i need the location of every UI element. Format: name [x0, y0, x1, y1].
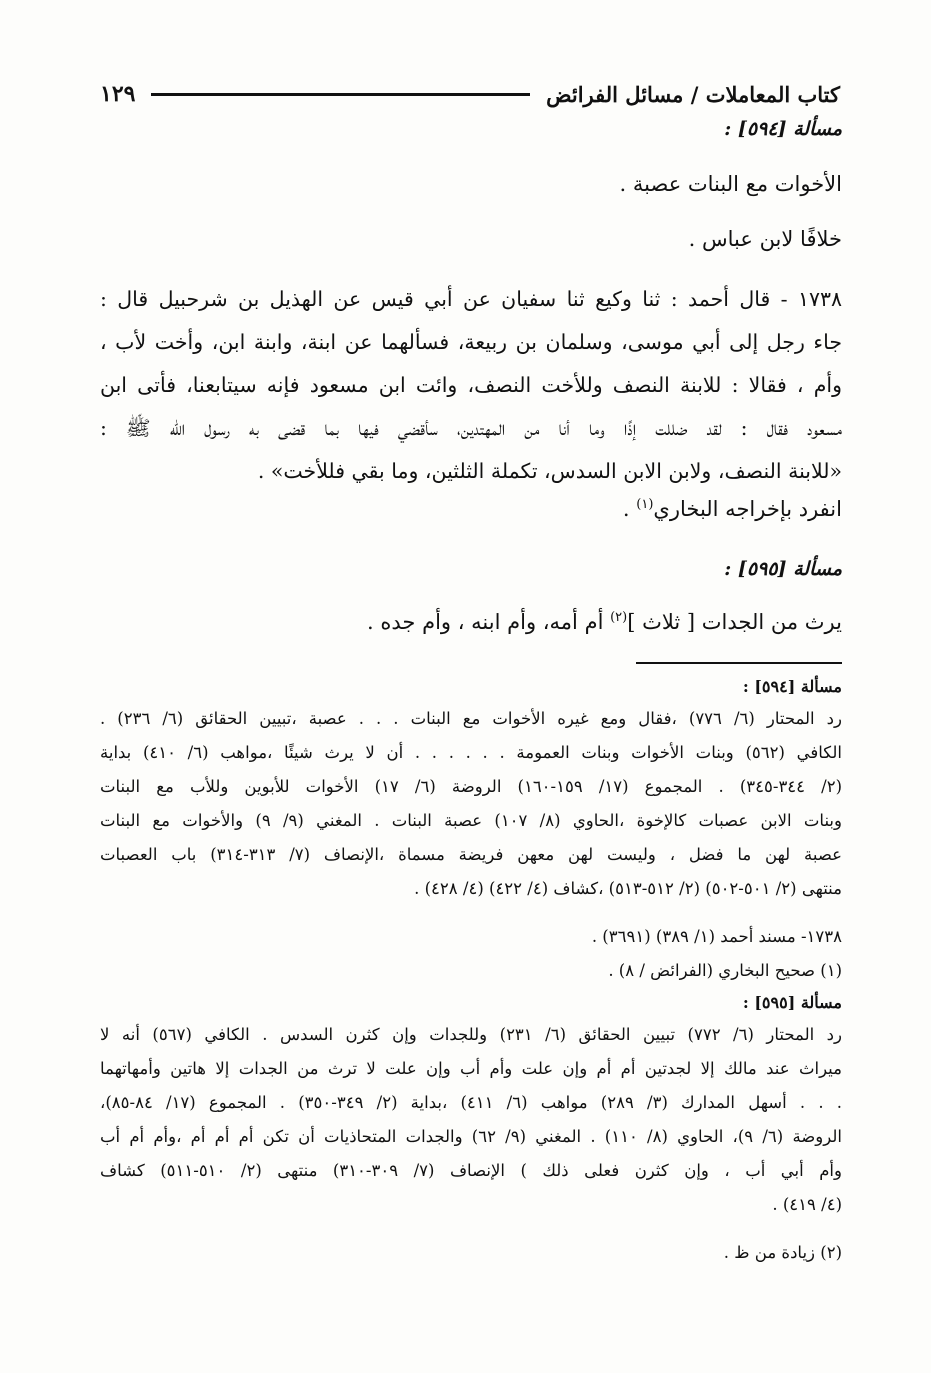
footnote-ref-2: (٢) [610, 610, 628, 625]
hadith-line: ١٧٣٨ - قال أحمد : ثنا وكيع ثنا سفيان عن أبي قيس عن الهذيل بن شرحبيل قال : [100, 287, 842, 311]
footnote-line: ميراث عند مالك إلا لجدتين أم أم وإن علت وأم أب وإن علت لا ترث من الجدات إلا هاتين وأمهاتهما [100, 1059, 842, 1078]
footnote-line: منتهى (٢/ ٥٠١-٥٠٢) (٢/ ٥١٢-٥١٣) ،كشاف (٤/ ٤٢٢) (٤/ ٤٢٨) . [414, 879, 842, 898]
footnote-1738 [100, 920, 842, 954]
footnote-2 [100, 1236, 842, 1270]
footnote-594 [100, 672, 842, 906]
footnote-line: . . . أسهل المدارك (٣/ ٢٨٩) مواهب (٦/ ٤١١) ،بداية (٢/ ٣٤٩-٣٥٠) . المجموع (١٧/ ٨٤-٨٥)، [100, 1093, 842, 1112]
footnote-line: وأم أبي أب ، وإن كثرن فعلى ذلك ) الإنصاف (٧/ ٣٠٩-٣١٠) منتهى (٢/ ٥١٠-٥١١) كشاف [100, 1161, 842, 1180]
hadith-line: مسعود فقال : لقد ضللت إذًا وما أنا من المهتدين، سأقضي فيها بما قضى به رسول الله ﷺ : [100, 416, 842, 440]
masala-594-heading: مسألة [٥٩٤] : [724, 118, 842, 140]
footnote-595-heading: مسألة [٥٩٥] : [742, 993, 842, 1012]
masala-595-statement [100, 610, 842, 634]
page-number: ١٢٩ [100, 81, 136, 107]
masala-595-heading: مسألة [٥٩٥] : [724, 558, 842, 580]
statement-end: أم أمه، وأم ابنه ، وأم جده . [367, 610, 611, 634]
footnote-line: رد المحتار (٦/ ٧٧٦) ،فقال ومع غيره الأخوات مع البنات . . . عصبة ،تبيين الحقائق (٦/ ٢٣٦) . [100, 709, 842, 728]
hadith-1738 [100, 278, 842, 493]
footnote-594-heading: مسألة [٥٩٤] : [742, 677, 842, 696]
takhrij-text: انفرد بإخراجه البخاري [653, 497, 842, 521]
statement-start: يرث من الجدات [ ثلاث ] [627, 610, 842, 634]
footnote-line: رد المحتار (٦/ ٧٧٢) تبيين الحقائق (٦/ ٢٣١) وللجدات وإن كثرن السدس . الكافي (٥٦٧) أنه لا [100, 1025, 842, 1044]
header-rule [151, 93, 530, 96]
footnote-1738-text: ١٧٣٨- مسند أحمد (١/ ٣٨٩) (٣٦٩١) . [591, 927, 842, 946]
masala-594-heading-block [100, 118, 842, 140]
footnote-line: (٤/ ٤١٩) . [772, 1195, 842, 1214]
footnote-595 [100, 988, 842, 1222]
masala-594-statement: الأخوات مع البنات عصبة . [619, 172, 842, 196]
footnote-line: الروضة (٦/ ٩)، الحاوي (٨/ ١١٠) . المغني (٩/ ٦٢) والجدات المتحاذيات أن تكن أم أم أم ،وأم أم أب [100, 1127, 842, 1146]
footnote-line: عصبة لهن ما فضل ، وليست لهن معهن فريضة مسماة ،الإنصاف (٧/ ٣١٣-٣١٤) باب العصبات [100, 845, 842, 864]
footnote-2-text: (٢) زيادة من ظ . [723, 1243, 842, 1262]
footnote-ref-1: (١) [636, 497, 654, 512]
footnote-line: (٢/ ٣٤٤-٣٤٥) . المجموع (١٧/ ١٥٩-١٦٠) الروضة (٦/ ١٧) الأخوات للأبوين وللأب مع البنات [100, 777, 843, 796]
book-section-title: كتاب المعاملات / مسائل الفرائض [546, 81, 840, 107]
footnote-line: الكافي (٥٦٢) وبنات الأخوات وبنات العمومة . . . . . . أن لا يرث شيئًا ،مواهب (٦/ ٤١٠) بداية [100, 743, 842, 762]
hadith-line: وأم ، فقالا : للابنة النصف وللأخت النصف، وائت ابن مسعود فإنه سيتابعنا، فأتى ابن [100, 373, 842, 397]
footnote-1-text: (١) صحيح البخاري (الفرائض / ٨) . [608, 961, 842, 980]
masala-595-heading-block [100, 558, 842, 580]
footnote-1 [100, 954, 842, 988]
footnote-line: وبنات الابن عصبات كالإخوة ،الحاوي (٨/ ١٠٧) عصبة البنات . المغني (٩/ ٩) والأخوات مع البنات [100, 811, 842, 830]
hadith-line: «للابنة النصف، ولابن الابن السدس، تكملة الثلثين، وما بقي فللأخت» . [257, 459, 842, 483]
footnote-divider [636, 662, 842, 664]
hadith-line: جاء رجل إلى أبي موسى، وسلمان بن ربيعة، فسألهما عن ابنة، وابنة ابن، وأخت لأب ، [100, 330, 842, 354]
masala-594-dissent: خلافًا لابن عباس . [688, 227, 842, 251]
running-header [100, 74, 840, 114]
hadith-takhrij [100, 497, 842, 521]
takhrij-end: . [622, 497, 637, 521]
